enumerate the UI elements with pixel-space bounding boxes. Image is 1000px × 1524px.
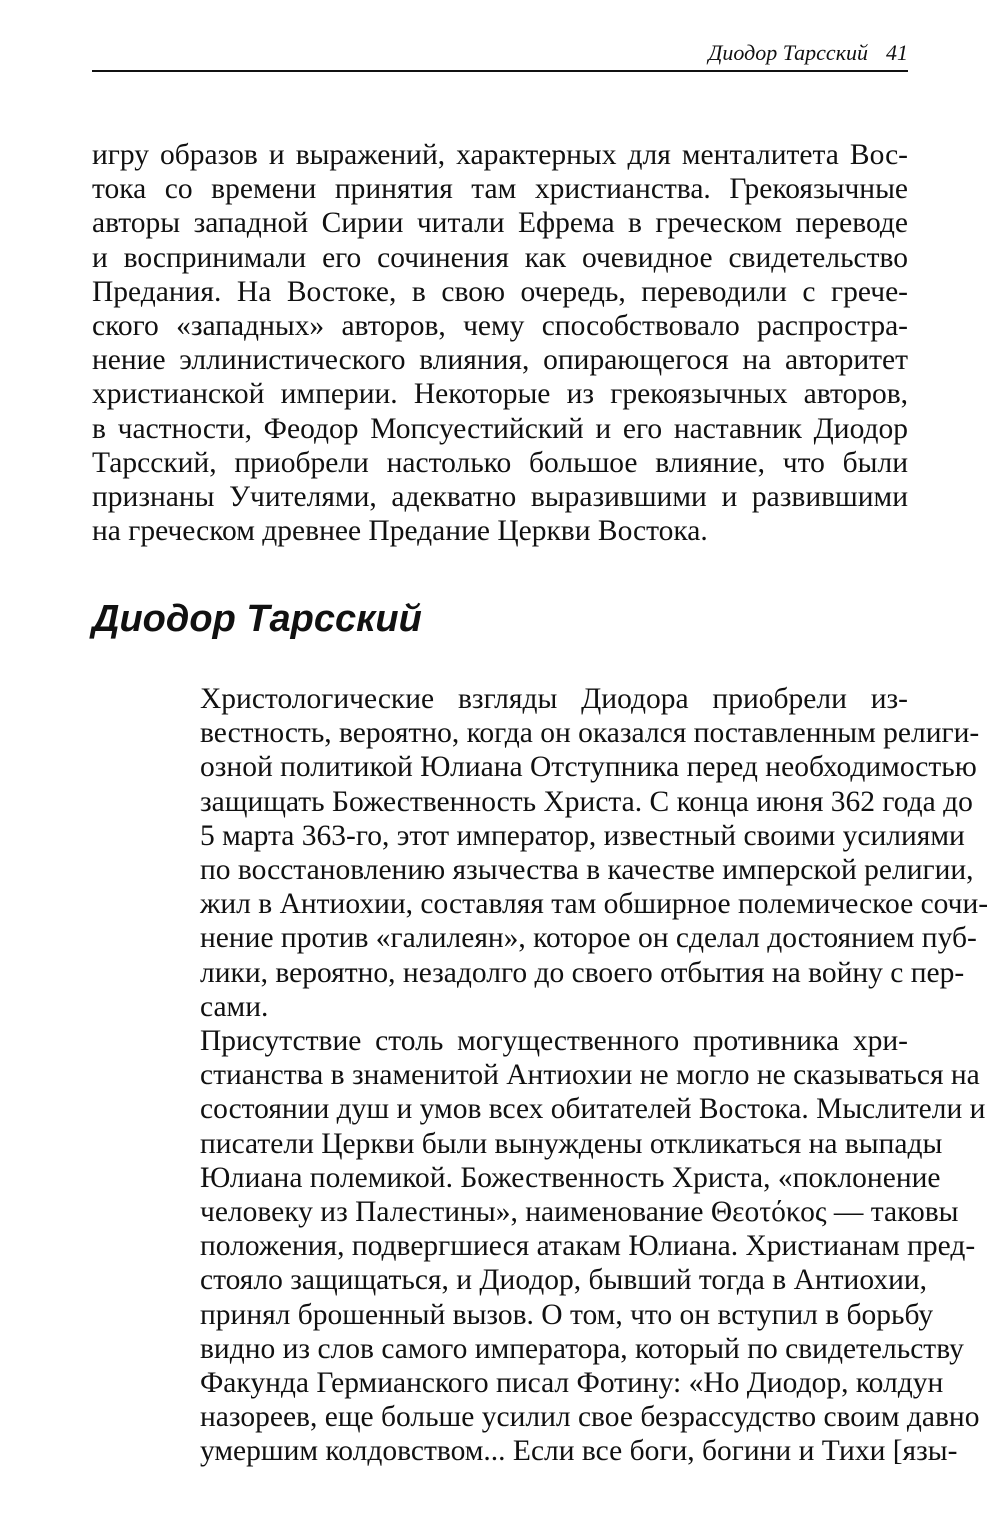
running-head-title: Диодор Тарсский bbox=[708, 40, 868, 65]
text-line: авторы западной Сирии читали Ефрема в греческом переводе bbox=[92, 207, 908, 240]
text-line: человеку из Палестины», наименование Θεοτόκος — таковы bbox=[200, 1196, 959, 1229]
text-line: нение против «галилеян», которое он сделал достоянием пуб- bbox=[200, 922, 977, 955]
text-line: вестность, вероятно, когда он оказался поставленным религи- bbox=[200, 717, 980, 750]
text-line: видно из слов самого императора, который по свидетельству bbox=[200, 1332, 964, 1365]
text-line: христианской империи. Некоторые из грекоязычных авторов, bbox=[92, 378, 908, 411]
text-line: игру образов и выражений, характерных для менталитета Вос- bbox=[92, 139, 908, 171]
text-line: на греческом древнее Предание Церкви Востока. bbox=[92, 515, 708, 548]
text-line: жил в Антиохии, составляя там обширное полемическое сочи- bbox=[200, 888, 989, 921]
text-line: 5 марта 363-го, этот император, известный своими усилиями bbox=[200, 819, 965, 852]
text-line: ского «западных» авторов, чему способствовало распростра- bbox=[92, 310, 908, 343]
text-line: писатели Церкви были вынуждены откликаться на выпады bbox=[200, 1127, 943, 1160]
text-line: лики, вероятно, незадолго до своего отбытия на войну с пер- bbox=[200, 956, 965, 989]
text-line: Христологические взгляды Диодора приобрели из- bbox=[200, 683, 908, 715]
text-line: озной политикой Юлиана Отступника перед необходимостью bbox=[200, 751, 977, 784]
paragraph bbox=[92, 1024, 986, 1469]
text-line: Факунда Гермианского писал Фотину: «Но Диодор, колдун bbox=[200, 1367, 944, 1400]
text-line: нение эллинистического влияния, опирающегося на авторитет bbox=[92, 344, 908, 377]
running-head bbox=[92, 40, 908, 72]
text-line: и воспринимали его сочинения как очевидное свидетельство bbox=[92, 241, 908, 274]
paragraph bbox=[92, 682, 989, 1024]
text-line: принял брошенный вызов. О том, что он вступил в борьбу bbox=[200, 1298, 934, 1331]
section-title: Диодор Тарсский bbox=[92, 598, 422, 640]
text-line: Тарсский, приобрели настолько большое влияние, что были bbox=[92, 446, 908, 479]
text-line: состоянии душ и умов всех обитателей Востока. Мыслители и bbox=[200, 1093, 986, 1126]
text-line: стианства в знаменитой Антиохии не могло не сказываться на bbox=[200, 1059, 980, 1092]
text-line: защищать Божественность Христа. С конца июня 362 года до bbox=[200, 785, 973, 818]
text-line: умершим колдовством... Если все боги, богини и Тихи [язы- bbox=[200, 1435, 958, 1468]
text-line: признаны Учителями, адекватно выразившими и развившими bbox=[92, 481, 908, 514]
page-number: 41 bbox=[886, 40, 908, 65]
text-line: положения, подвергшиеся атакам Юлиана. Христианам пред- bbox=[200, 1230, 976, 1263]
text-line: в частности, Феодор Мопсуестийский и его наставник Диодор bbox=[92, 412, 908, 445]
text-line: Юлиана полемикой. Божественность Христа, «поклонение bbox=[200, 1161, 941, 1194]
text-line: Предания. На Востоке, в свою очередь, переводили с грече- bbox=[92, 275, 908, 308]
text-line: тока со времени принятия там христианства. Грекоязычные bbox=[92, 173, 908, 206]
text-line: Присутствие столь могущественного противника хри- bbox=[200, 1025, 908, 1057]
text-line: сами. bbox=[200, 990, 269, 1023]
text-line: назореев, еще больше усилил свое безрассудство своим давно bbox=[200, 1401, 980, 1434]
text-line: по восстановлению язычества в качестве имперской религии, bbox=[200, 854, 974, 887]
paragraph-continuation bbox=[92, 138, 908, 548]
text-line: стояло защищаться, и Диодор, бывший тогда в Антиохии, bbox=[200, 1264, 928, 1297]
